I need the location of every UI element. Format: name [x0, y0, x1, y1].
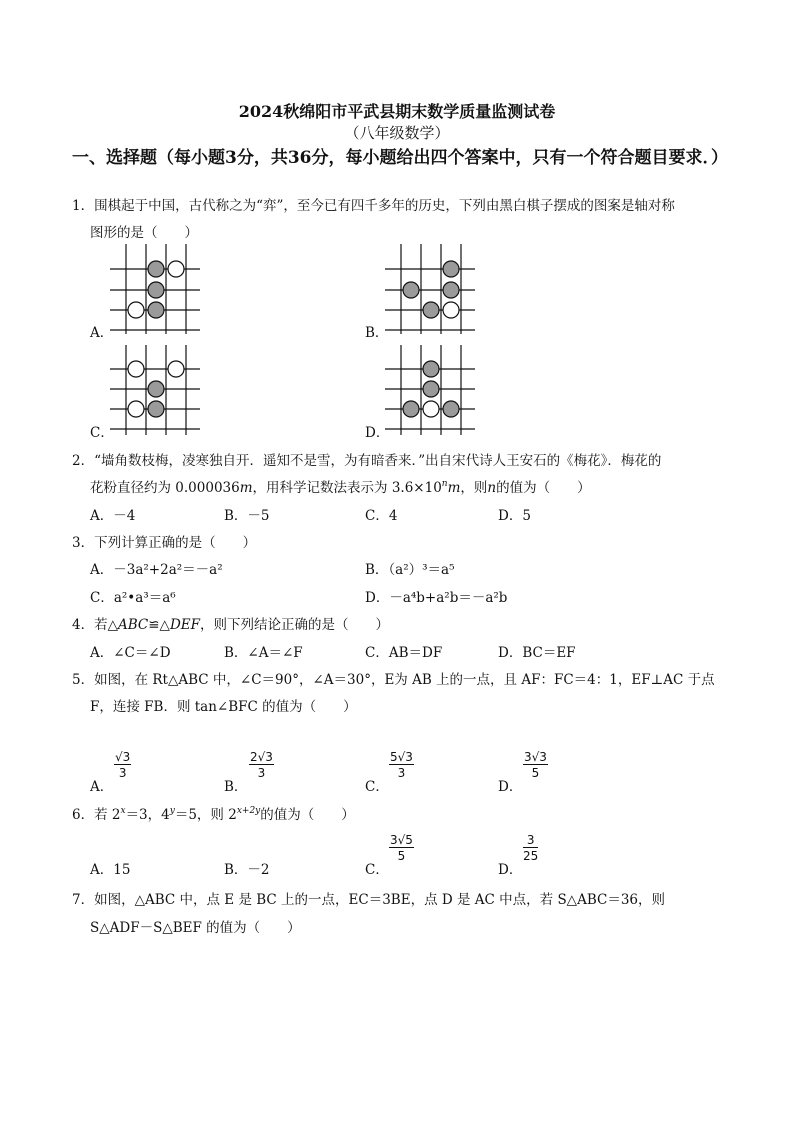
q5-b-denominator: 3	[257, 766, 266, 780]
q5-line2: F，连接 FB．则 tan∠BFC 的值为（ ）	[90, 699, 357, 715]
q1-board-c	[110, 345, 200, 435]
q3-option-d: D．－a⁴b+a²b＝－a²b	[365, 590, 508, 606]
q6-option-c-label: C．	[365, 862, 389, 878]
q5-option-a-fraction	[114, 750, 131, 780]
q6-d-denominator: 25	[523, 849, 539, 863]
q5-b-numerator: 2√3	[250, 750, 273, 764]
q4-option-c: C．AB＝DF	[365, 645, 443, 661]
q1-board-d	[385, 345, 475, 435]
q5-option-b-fraction	[249, 750, 274, 780]
q2-text-d: ，则	[460, 480, 488, 496]
q4-option-d: D．BC＝EF	[498, 645, 576, 661]
q5-option-a-label: A．	[90, 779, 114, 795]
q6-option-b: B．－2	[224, 862, 270, 878]
q1-board-a	[110, 244, 200, 334]
q1-option-b-label: B．	[365, 325, 389, 341]
q2-text-b: ，用科学记数法表示为 3.6×10	[252, 480, 442, 496]
section-heading: 一、选择题（每小题3分，共36分，每小题给出四个答案中，只有一个符合题目要求．）	[72, 148, 728, 168]
q2-option-a: A．－4	[90, 508, 136, 524]
q3-option-b: B．（a²）³＝a⁵	[365, 562, 455, 578]
q5-line1: 5．如图，在 Rt△ABC 中，∠C＝90°，∠A＝30°，E为 AB 上的一点，且 AF：FC＝4：1，EF⊥AC 于点	[72, 672, 715, 688]
q5-option-c-label: C．	[365, 779, 389, 795]
q2-unit: m	[239, 480, 253, 496]
q6-option-a: A．15	[90, 862, 131, 878]
q6-exp-x: x	[120, 806, 126, 816]
q3-stem: 3．下列计算正确的是（ ）	[72, 535, 257, 551]
q6-stem-b: ＝3，4	[125, 807, 170, 823]
q5-option-c-fraction	[389, 750, 414, 780]
q6-exp-xy: x+2y	[236, 806, 261, 816]
q4-stem	[72, 613, 389, 633]
q5-a-denominator: 3	[118, 766, 127, 780]
q1-line2: 图形的是（ ）	[90, 225, 198, 241]
q5-option-b-label: B．	[224, 779, 248, 795]
q5-d-numerator: 3√3	[524, 750, 547, 764]
q1-board-b	[385, 244, 475, 334]
q1-line1: 1．围棋起于中国，古代称之为“弈”，至今已有四千多年的历史，下列由黑白棋子摆成的图案是轴对称	[72, 198, 675, 214]
q2-text-a: 花粉直径约为 0.000036	[90, 480, 240, 496]
q3-option-a: A．－3a²+2a²＝－a²	[90, 562, 223, 578]
q2-exponent: n	[441, 479, 448, 489]
q2-var-n: n	[487, 480, 497, 496]
q4-def: DEF	[169, 617, 200, 633]
q6-exp-y: y	[169, 806, 175, 816]
exam-title: 2024秋绵阳市平武县期末数学质量监测试卷	[238, 102, 556, 121]
q6-option-c-fraction	[389, 833, 414, 863]
q1-option-d-label: D．	[365, 425, 390, 441]
q4-stem-b: ，则下列结论正确的是（ ）	[199, 617, 389, 633]
q5-d-denominator: 5	[531, 766, 540, 780]
q5-option-d-label: D．	[498, 779, 523, 795]
q6-stem-a: 6．若 2	[72, 807, 121, 823]
q5-a-numerator: √3	[115, 750, 131, 764]
q6-option-d-fraction	[523, 833, 538, 863]
q4-abc: ABC	[117, 617, 149, 633]
exam-subtitle: （八年级数学）	[344, 124, 450, 142]
q6-c-numerator: 3√5	[390, 833, 413, 847]
q4-option-b: B．∠A＝∠F	[224, 645, 303, 661]
q4-cong: ≌△	[148, 617, 170, 633]
q2-option-d: D．5	[498, 508, 531, 524]
q3-option-c: C．a²•a³＝a⁶	[90, 590, 176, 606]
q2-option-b: B．－5	[224, 508, 270, 524]
q1-option-c-label: C．	[90, 425, 114, 441]
q6-stem-c: ＝5，则 2	[174, 807, 237, 823]
q5-c-numerator: 5√3	[390, 750, 413, 764]
q4-stem-a: 4．若△	[72, 617, 118, 633]
q6-option-d-label: D．	[498, 862, 523, 878]
q4-option-a: A．∠C＝∠D	[90, 645, 171, 661]
q6-stem	[72, 803, 355, 823]
q6-d-numerator: 3	[523, 833, 538, 848]
q6-c-denominator: 5	[397, 849, 406, 863]
q5-c-denominator: 3	[397, 766, 406, 780]
q2-unit2: m	[447, 480, 461, 496]
q1-option-a-label: A．	[90, 325, 114, 341]
q2-line1: 2．“墙角数枝梅，凌寒独自开．遥知不是雪，为有暗香来．”出自宋代诗人王安石的《梅花》．梅花的	[72, 453, 662, 469]
q6-stem-d: 的值为（ ）	[260, 807, 355, 823]
q5-option-d-fraction	[523, 750, 548, 780]
q2-line2	[90, 476, 591, 496]
q2-text-e: 的值为（ ）	[496, 480, 591, 496]
q7-line1: 7．如图，△ABC 中，点 E 是 BC 上的一点，EC＝3BE，点 D 是 AC 中点，若 S△ABC＝36，则	[72, 892, 665, 908]
q7-line2: S△ADF－S△BEF 的值为（ ）	[90, 920, 301, 936]
q2-option-c: C．4	[365, 508, 398, 524]
